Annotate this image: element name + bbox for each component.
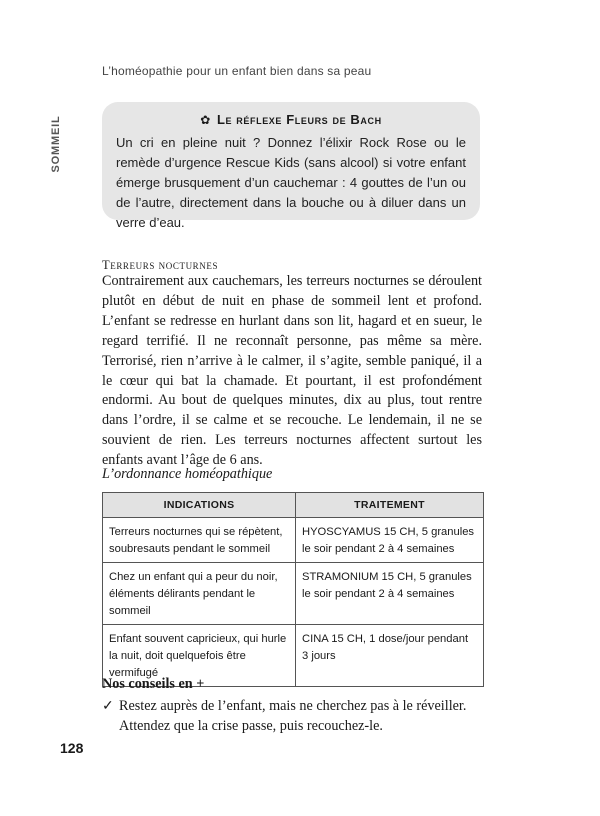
section-side-tab	[44, 104, 68, 184]
table-header-row	[103, 493, 484, 518]
column-header-treatment: TRAITEMENT	[296, 493, 484, 518]
page-number: 128	[60, 740, 84, 756]
checkmark-icon: ✓	[102, 698, 114, 714]
plus-icon: +	[196, 676, 205, 692]
section-title: Terreurs nocturnes	[102, 258, 219, 272]
prescription-title: L’ordonnance homéopathique	[102, 466, 273, 482]
side-tab-label: SOMMEIL	[50, 115, 62, 173]
indication-cell: Terreurs nocturnes qui se répètent, soubresauts pendant le sommeil	[103, 518, 296, 563]
bach-box-title	[116, 112, 466, 127]
running-header: L’homéopathie pour un enfant bien dans sa peau	[102, 64, 372, 78]
treatment-cell: HYOSCYAMUS 15 CH, 5 granules le soir pendant 2 à 4 semaines	[296, 518, 484, 563]
section-body: Contrairement aux cauchemars, les terreurs nocturnes se déroulent plutôt en début de nuit en phase de sommeil lent et profond. L’enfant se redresse en hurlant dans son lit, hagard et en sueur, le regard terrifié. Il ne reconnaît personne, pas même sa mère. Terrorisé, rien n’arrive à le calmer, il s’agite, semble paniqué, il a le cœur qui bat la chamade. Et pourtant, il est profondément endormi. Au bout de quelques minutes, dix au plus, tout rentre dans l’ordre, il se calme et se recouche. Le lendemain, il ne se souvient de rien. Les terreurs nocturnes affectent surtout les enfants avant l’âge de 6 ans.	[102, 273, 482, 469]
indication-cell: Enfant souvent capricieux, qui hurle la nuit, doit quelquefois être vermifugé	[103, 625, 296, 687]
treatment-cell: CINA 15 CH, 1 dose/jour pendant 3 jours	[296, 625, 484, 687]
tips-title	[102, 676, 204, 693]
column-header-indications: INDICATIONS	[103, 493, 296, 518]
prescription-table	[102, 492, 484, 687]
table-row	[103, 563, 484, 625]
list-item	[102, 696, 484, 736]
treatment-cell: STRAMONIUM 15 CH, 5 granules le soir pendant 2 à 4 semaines	[296, 563, 484, 625]
tip-text: Restez auprès de l’enfant, mais ne cherchez pas à le réveiller. Attendez que la crise passe, puis recouchez-le.	[119, 698, 467, 734]
tips-title-text: Nos conseils en	[102, 676, 193, 692]
flower-icon: ✿	[200, 113, 211, 127]
bach-flowers-box	[102, 102, 480, 230]
indication-cell: Chez un enfant qui a peur du noir, éléments délirants pendant le sommeil	[103, 563, 296, 625]
table-row	[103, 518, 484, 563]
bach-box-title-text: Le réflexe Fleurs de Bach	[216, 112, 382, 127]
bach-box-text: Un cri en pleine nuit ? Donnez l’élixir Rock Rose ou le remède d’urgence Rescue Kids (sans alcool) si votre enfant émerge brusquement d’un cauchemar : 4 gouttes de l’un ou de l’autre, directement dans la bouche ou à diluer dans un verre d’eau.	[116, 135, 466, 230]
